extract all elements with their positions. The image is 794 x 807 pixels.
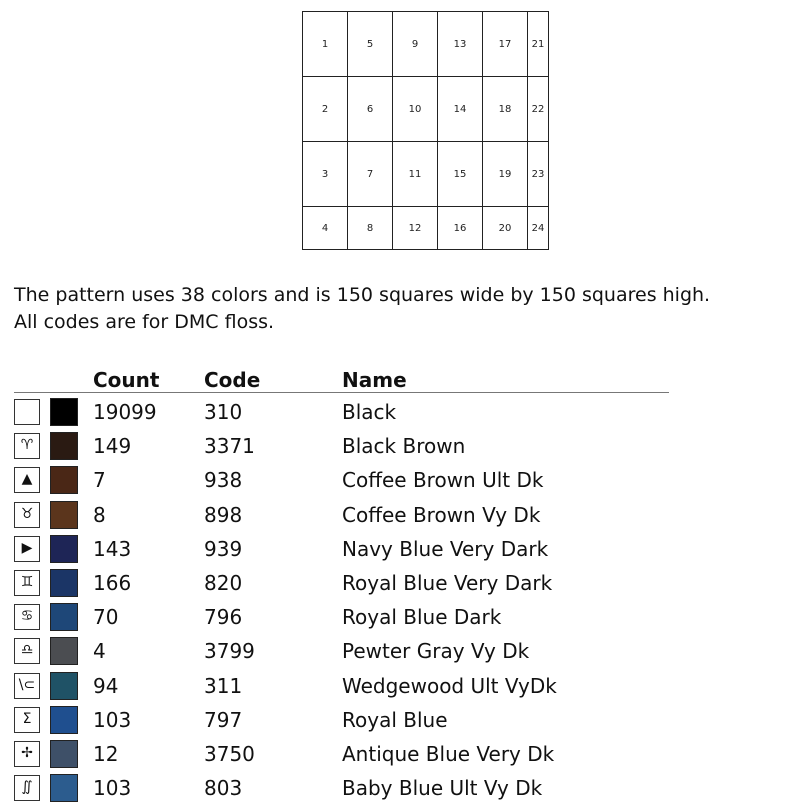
floss-code: 797 <box>204 707 243 732</box>
floss-code: 3750 <box>204 741 255 766</box>
color-swatch <box>50 466 78 494</box>
stitch-symbol-icon: ♋ <box>14 604 40 630</box>
floss-count: 166 <box>93 570 132 595</box>
code-header: Code <box>204 368 261 392</box>
floss-code: 939 <box>204 536 243 561</box>
floss-name: Pewter Gray Vy Dk <box>342 639 530 664</box>
floss-row <box>14 671 714 705</box>
floss-code: 3371 <box>204 434 255 459</box>
floss-code: 820 <box>204 570 243 595</box>
page-number-cell: 19 <box>483 142 528 207</box>
stitch-symbol-icon: Σ <box>14 707 40 733</box>
color-swatch <box>50 398 78 426</box>
floss-code: 3799 <box>204 639 255 664</box>
color-swatch <box>50 672 78 700</box>
page-number-cell: 10 <box>393 77 438 142</box>
page-number-cell: 20 <box>483 207 528 250</box>
floss-code: 311 <box>204 673 243 698</box>
page-grid-row <box>303 12 549 77</box>
floss-row <box>14 568 714 602</box>
stitch-symbol-icon: ✢ <box>14 741 40 767</box>
page-number-cell: 11 <box>393 142 438 207</box>
page-number-cell: 1 <box>303 12 348 77</box>
page-layout-grid <box>302 11 549 250</box>
floss-code: 938 <box>204 468 243 493</box>
color-swatch <box>50 501 78 529</box>
page-number-cell: 14 <box>438 77 483 142</box>
color-swatch <box>50 569 78 597</box>
floss-count: 7 <box>93 468 106 493</box>
page-number-cell: 4 <box>303 207 348 250</box>
floss-name: Black <box>342 400 397 424</box>
count-header: Count <box>93 368 160 392</box>
page-grid-row <box>303 142 549 207</box>
page-number-cell: 23 <box>528 142 549 207</box>
stitch-symbol-icon: ♈ <box>14 433 40 459</box>
floss-name: Royal Blue Dark <box>342 605 502 630</box>
floss-code: 803 <box>204 776 243 801</box>
page-number-cell: 6 <box>348 77 393 142</box>
page-grid-row <box>303 207 549 250</box>
page-number-cell: 21 <box>528 12 549 77</box>
stitch-symbol-icon: ▲ <box>14 467 40 493</box>
floss-count: 94 <box>93 673 119 698</box>
color-swatch <box>50 706 78 734</box>
page-number-cell: 5 <box>348 12 393 77</box>
page-number-cell: 9 <box>393 12 438 77</box>
floss-name: Black Brown <box>342 434 466 459</box>
page-number-cell: 22 <box>528 77 549 142</box>
floss-row <box>14 739 714 773</box>
floss-table-header <box>14 366 669 393</box>
floss-count: 19099 <box>93 400 157 424</box>
floss-code: 796 <box>204 605 243 630</box>
page-number-cell: 15 <box>438 142 483 207</box>
color-swatch <box>50 637 78 665</box>
page-number-cell: 2 <box>303 77 348 142</box>
color-swatch <box>50 740 78 768</box>
floss-name: Royal Blue <box>342 707 448 732</box>
floss-row <box>14 397 714 431</box>
color-swatch <box>50 774 78 802</box>
floss-table <box>14 397 714 807</box>
color-swatch <box>50 432 78 460</box>
floss-row <box>14 705 714 739</box>
floss-count: 103 <box>93 707 132 732</box>
stitch-symbol-icon: ♉ <box>14 502 40 528</box>
stitch-symbol-icon <box>14 399 40 425</box>
page-number-cell: 12 <box>393 207 438 250</box>
floss-row <box>14 602 714 636</box>
page-number-cell: 18 <box>483 77 528 142</box>
floss-row <box>14 500 714 534</box>
page-number-cell: 13 <box>438 12 483 77</box>
floss-count: 4 <box>93 639 106 664</box>
page-number-cell: 3 <box>303 142 348 207</box>
floss-name: Antique Blue Very Dk <box>342 741 555 766</box>
page-number-cell: 8 <box>348 207 393 250</box>
color-swatch <box>50 535 78 563</box>
floss-name: Baby Blue Ult Vy Dk <box>342 776 543 801</box>
floss-name: Royal Blue Very Dark <box>342 570 553 595</box>
stitch-symbol-icon: ∬ <box>14 775 40 801</box>
color-swatch <box>50 603 78 631</box>
pattern-description <box>14 282 784 336</box>
floss-count: 8 <box>93 502 106 527</box>
floss-row <box>14 636 714 670</box>
floss-count: 12 <box>93 741 119 766</box>
floss-code: 310 <box>204 400 243 424</box>
stitch-symbol-icon: ♊ <box>14 570 40 596</box>
page-number-cell: 16 <box>438 207 483 250</box>
floss-count: 103 <box>93 776 132 801</box>
page-number-cell: 17 <box>483 12 528 77</box>
floss-name: Coffee Brown Vy Dk <box>342 502 541 527</box>
floss-count: 143 <box>93 536 132 561</box>
floss-row <box>14 465 714 499</box>
floss-name: Coffee Brown Ult Dk <box>342 468 544 493</box>
name-header: Name <box>342 368 407 392</box>
page-number-cell: 24 <box>528 207 549 250</box>
floss-row <box>14 431 714 465</box>
stitch-symbol-icon: \⊂ <box>14 673 40 699</box>
floss-code: 898 <box>204 502 243 527</box>
stitch-symbol-icon: ▶ <box>14 536 40 562</box>
floss-count: 149 <box>93 434 132 459</box>
page-number-cell: 7 <box>348 142 393 207</box>
floss-count: 70 <box>93 605 119 630</box>
stitch-symbol-icon: ♎ <box>14 638 40 664</box>
floss-brand-text: All codes are for DMC floss. <box>14 311 275 333</box>
page-grid-row <box>303 77 549 142</box>
pattern-size-text: The pattern uses 38 colors and is 150 squares wide by 150 squares high. <box>14 284 711 306</box>
floss-name: Wedgewood Ult VyDk <box>342 673 557 698</box>
floss-row <box>14 534 714 568</box>
floss-name: Navy Blue Very Dark <box>342 536 549 561</box>
